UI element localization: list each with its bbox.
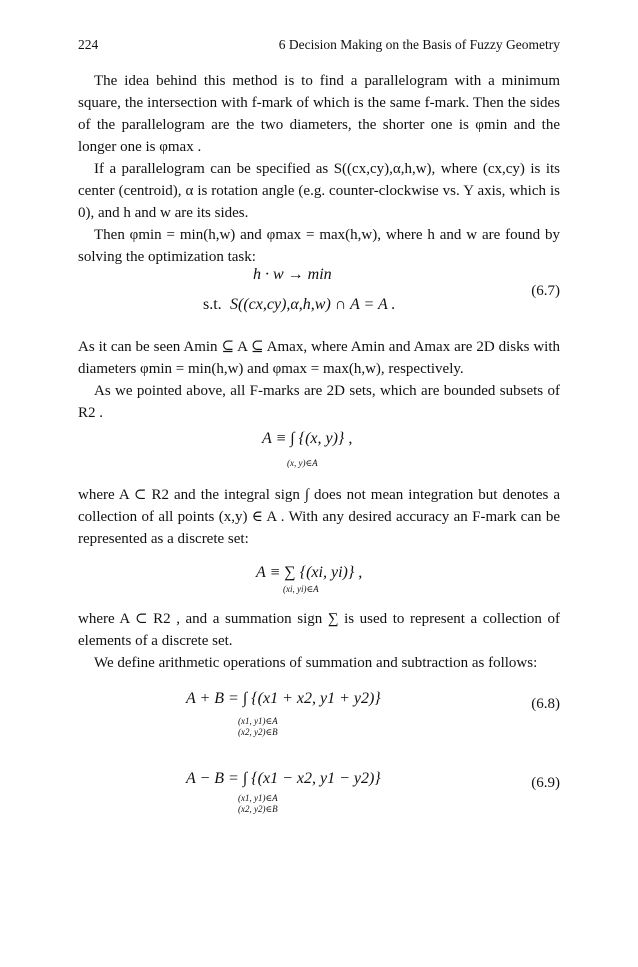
paragraph-5 [78,380,560,424]
paragraph-8 [78,652,560,674]
sum-limit-a: (x1, y1)∈A [238,716,278,726]
difference-equation: A − B = ∫ {(x1 − x2, y1 − y2)} [186,770,381,787]
page-number: 224 [78,37,99,52]
paragraph-2 [78,158,560,224]
paragraph-3 [78,224,560,268]
paragraph-8-text: We define arithmetic operations of summation and subtraction as follows: [94,655,538,671]
paragraph-6 [78,484,560,550]
paragraph-7-text: where A ⊂ R2 , and a summation sign ∑ is used to represent a collection of elements of a discrete set. [78,611,560,649]
paragraph-5-text: As we pointed above, all F-marks are 2D sets, which are bounded subsets of R2 . [78,383,560,421]
paragraph-4 [78,336,560,380]
paragraph-3-text: Then φmin = min(h,w) and φmax = max(h,w), where h and w are found by solving the optimization task: [78,227,560,265]
equation-number-6-7: (6.7) [531,283,560,299]
discrete-definition-limit: (xi, yi)∈A [283,584,319,594]
running-head: 6 Decision Making on the Basis of Fuzzy Geometry [278,37,560,52]
equation-number-6-8: (6.8) [531,696,560,712]
paragraph-1 [78,70,560,158]
discrete-definition: A ≡ ∑ {(xi, yi)} , [256,564,363,581]
paragraph-4-text: As it can be seen Amin ⊆ A ⊆ Amax, where Amin and Amax are 2D disks with diameters φmin = min(h,w) and φmax = max(h,w), respectively. [78,339,560,377]
sum-limit-b: (x2, y2)∈B [238,727,278,737]
optimization-constraint-prefix: s.t. [203,296,222,313]
paragraph-2-text: If a parallelogram can be specified as S((cx,cy),α,h,w), where (cx,cy) is its center (centroid), α is rotation angle (e.g. counter-clockwise vs. Y axis, which is 0), and h and w are its sides. [78,161,560,221]
paragraph-7 [78,608,560,652]
equation-number-6-9: (6.9) [531,775,560,791]
optimization-objective: h · w → min [253,266,332,283]
difference-limit-a: (x1, y1)∈A [238,793,278,803]
difference-limit-b: (x2, y2)∈B [238,804,278,814]
paragraph-1-text: The idea behind this method is to find a parallelogram with a minimum square, the intersection with f-mark of which is the same f-mark. Then the sides of the parallelogram are the two diameters, the shorter one is φmin and the longer one is φmax . [78,73,560,155]
sum-equation: A + B = ∫ {(x1 + x2, y1 + y2)} [186,690,381,707]
set-definition: A ≡ ∫ {(x, y)} , [262,430,353,447]
paragraph-6-text: where A ⊂ R2 and the integral sign ∫ does not mean integration but denotes a collection of all points (x,y) ∈ A . With any desired accuracy an F-mark can be represented as a discrete set: [78,487,560,547]
set-definition-limit: (x, y)∈A [287,458,318,468]
optimization-constraint: S((cx,cy),α,h,w) ∩ A = A . [230,296,396,313]
